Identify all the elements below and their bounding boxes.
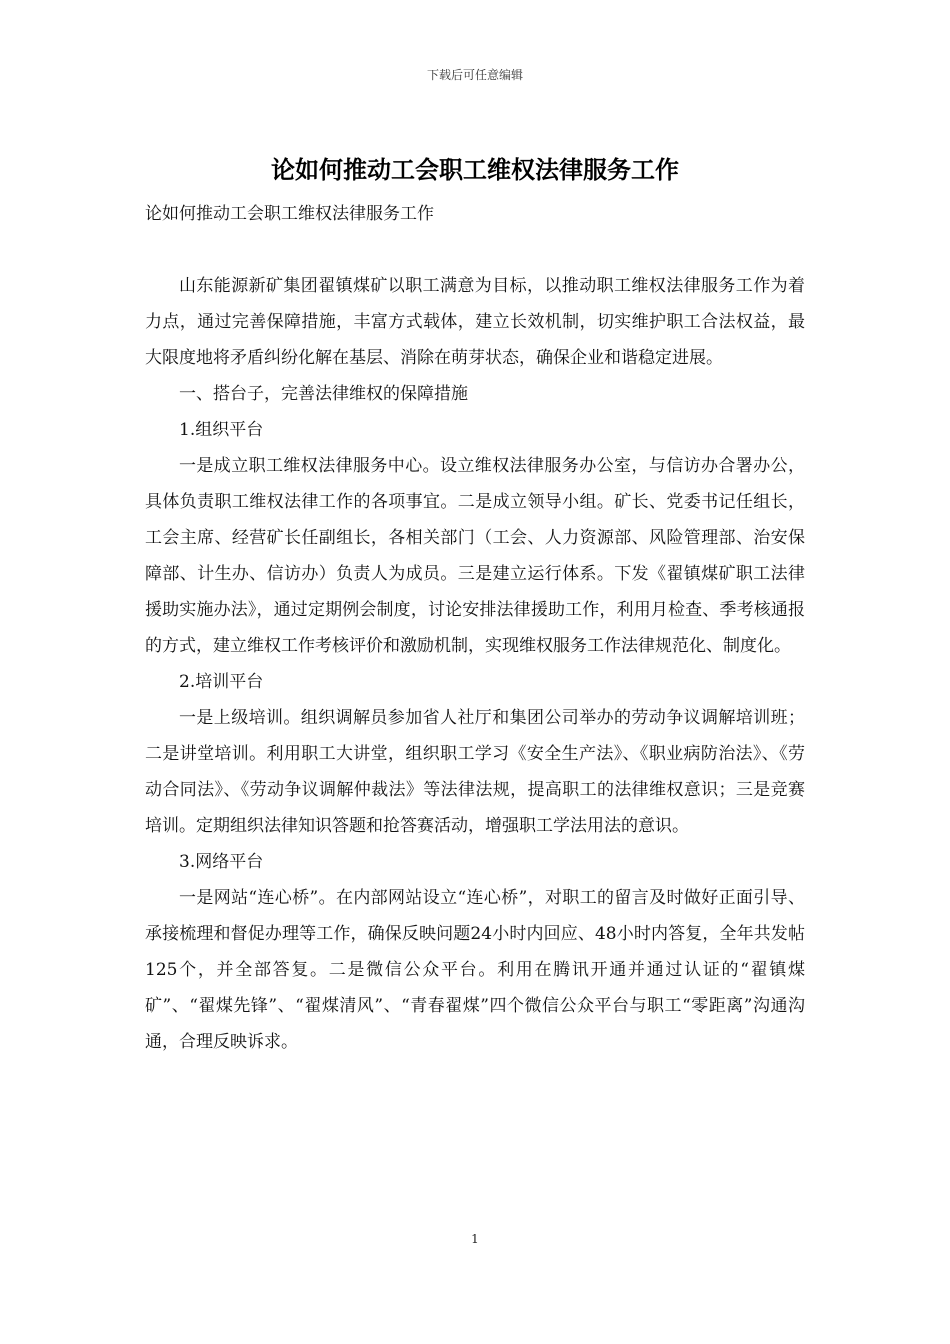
intro-paragraph: 山东能源新矿集团翟镇煤矿以职工满意为目标，以推动职工维权法律服务工作为着力点，通过完善保障措施，丰富方式载体，建立长效机制，切实维护职工合法权益，最大限度地将矛盾纠纷化解在基层、消除在萌芽状态，确保企业和谐稳定进展。	[145, 276, 805, 368]
page-number: 1	[471, 1232, 479, 1246]
subsection-heading: 2.培训平台	[179, 672, 264, 692]
header-note: 下载后可任意编辑	[426, 68, 523, 82]
subsection-heading: 1.组织平台	[179, 420, 264, 440]
document-title: 论如何推动工会职工维权法律服务工作	[271, 156, 679, 184]
body-paragraph: 一是上级培训。组织调解员参加省人社厅和集团公司举办的劳动争议调解培训班；二是讲堂培训。利用职工大讲堂，组织职工学习《安全生产法》、《职业病防治法》、《劳动合同法》、《劳动争议调解仲裁法》等法律法规，提高职工的法律维权意识；三是竞赛培训。定期组织法律知识答题和抢答赛活动，增强职工学法用法的意识。	[145, 708, 805, 836]
section-heading: 一、搭台子，完善法律维权的保障措施	[179, 384, 468, 404]
body-paragraph: 一是成立职工维权法律服务中心。设立维权法律服务办公室，与信访办合署办公，具体负责职工维权法律工作的各项事宜。二是成立领导小组。矿长、党委书记任组长，工会主席、经营矿长任副组长，各相关部门（工会、人力资源部、风险管理部、治安保障部、计生办、信访办）负责人为成员。三是建立运行体系。下发《翟镇煤矿职工法律援助实施办法》，通过定期例会制度，讨论安排法律援助工作，利用月检查、季考核通报的方式，建立维权工作考核评价和激励机制，实现维权服务工作法律规范化、制度化。	[145, 456, 805, 656]
body-paragraph: 一是网站“连心桥”。在内部网站设立“连心桥”，对职工的留言及时做好正面引导、承接梳理和督促办理等工作，确保反映问题24小时内回应、48小时内答复，全年共发帖125个，并全部答复。二是微信公众平台。利用在腾讯开通并通过认证的“翟镇煤矿”、“翟煤先锋”、“翟煤清风”、“青春翟煤”四个微信公众平台与职工“零距离”沟通沟通，合理反映诉求。	[145, 888, 805, 1052]
document-body	[145, 268, 805, 1060]
subsection-heading: 3.网络平台	[179, 852, 264, 872]
document-subtitle: 论如何推动工会职工维权法律服务工作	[145, 204, 434, 224]
